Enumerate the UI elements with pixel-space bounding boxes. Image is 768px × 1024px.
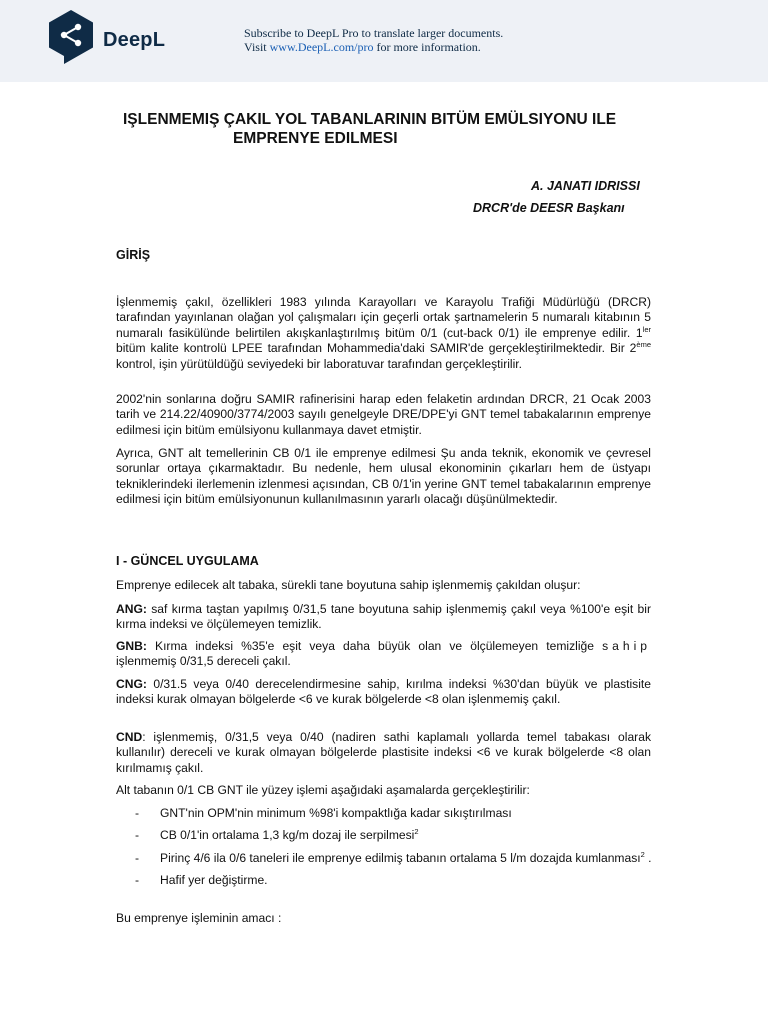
section-1-lead: Emprenye edilecek alt tabaka, sürekli tane boyutuna sahip işlenmemiş çakıldan oluşur: — [116, 578, 581, 592]
author-role: DRCR'de DEESR Başkanı — [473, 201, 625, 215]
steps-lead: Alt tabanın 0/1 CB GNT ile yüzey işlemi aşağıdaki aşamalarda gerçekleştirilir: — [116, 783, 530, 797]
purpose-line: Bu emprenye işleminin amacı : — [116, 911, 282, 925]
deepl-brand-name: DeepL — [103, 28, 166, 51]
list-item: - GNT'nin OPM'nin minimum %98'i kompaktlığa kadar sıkıştırılması — [135, 806, 512, 820]
promo-text — [244, 26, 503, 54]
deepl-logo[interactable] — [47, 9, 165, 71]
promo-visit: Visit — [244, 40, 267, 54]
section-1-heading: I - GÜNCEL UYGULAMA — [116, 554, 259, 568]
intro-paragraph-2: 2002'nin sonlarına doğru SAMIR rafinerisini harap eden felaketin ardından DRCR, 21 Ocak 2003 tarih ve 214.22/40900/3774/2003 sayılı genelgeyle DRE/DPE'yi GNT temel tabakalarının emprenye edilmesi için bitüm emülsiyonu kullanmaya davet etmiştir. — [116, 392, 651, 437]
promo-line-1: Subscribe to DeepL Pro to translate larger documents. — [244, 26, 504, 40]
intro-paragraph-3: Ayrıca, GNT alt temellerinin CB 0/1 ile emprenye edilmesi Şu anda teknik, ekonomik ve çevresel sorunlar ortaya çıkarmaktadır. Bu nedenle, hem ulusal ekonominin çıkarları hem de üstyapı tekniklerindeki ilerlemenin izlenmesi açısından, CB 0/1'in yerine GNT temel tabakalarının emprenye edilmesi için bitüm emülsiyonunun kullanılmasının yararlı olacağı düşünülmektedir. — [116, 446, 651, 507]
promo-tail: for more information. — [376, 40, 481, 54]
title-line-1: IŞLENMEMIŞ ÇAKIL YOL TABANLARININ BITÜM EMÜLSIYONU ILE — [123, 111, 617, 128]
list-item: - Hafif yer değiştirme. — [135, 873, 268, 888]
deepl-banner — [0, 0, 768, 82]
title-line-2: EMPRENYE EDILMESI — [233, 130, 398, 147]
cnd-definition: CND: işlenmemiş, 0/31,5 veya 0/40 (nadiren sathi kaplamalı yollarda temel tabakası olarak kullanılır) dereceli ve kurak olmayan bölgelerde plastisite indeksi <6 ve kurak bölgelerde <8 olan kırılmamış çakıl. — [116, 730, 651, 775]
document-title — [123, 110, 683, 148]
intro-heading: GİRİŞ — [116, 248, 151, 262]
deepl-share-logo-icon — [47, 9, 95, 71]
author-name: A. JANATI IDRISSI — [531, 179, 640, 193]
list-item: - CB 0/1'in ortalama 1,3 kg/m dozaj ile serpilmesi$^2$ — [135, 827, 419, 843]
steps-list — [135, 806, 655, 889]
intro-paragraph-1: İşlenmemiş çakıl, özellikleri 1983 yılında Karayolları ve Karayolu Trafiği Müdürlüğü (DRCR) tarafından yayınlanan olağan yol çalışmaları için geçerli ortak şartnamelerin 5 numaralı kitabının 5 numaralı fasikülünde belirtilen akışkanlaştırılmış bitüm 0/1 (cut-back 0/1) ile emprenye edilir. $1^{ler}$ bitüm kalite kontrolü LPEE tarafından Mohammedia'daki SAMIR'de gerçekleştirilmektedir. Bir 2ème kontrol, işin yürütüldüğü seviyedeki bir laboratuvar tarafından gerçekleştirilir. — [116, 295, 651, 371]
ang-definition: ANG: saf kırma taştan yapılmış 0/31,5 tane boyutuna sahip işlenmemiş çakıl veya %100'e eşit bir kırma indeksi ve ölçülemeyen temizlik. — [116, 602, 651, 632]
cng-definition: CNG: 0/31.5 veya 0/40 derecelendirmesine sahip, kırılma indeksi %30'dan büyük ve plastisite indeksi kurak olmayan bölgelerde <6 ve kurak bölgelerde <8 olan işlenmemiş çakıl. — [116, 677, 651, 707]
list-item: - Pirinç 4/6 ila 0/6 taneleri ile emprenye edilmiş tabanın ortalama 5 l/m dozajda kumlanması$^2$ . — [135, 849, 652, 865]
deepl-pro-link[interactable]: www.DeepL.com/pro — [269, 40, 374, 54]
promo-line-2 — [244, 40, 503, 54]
gnb-definition: GNB: Kırma indeksi %35'e eşit veya daha büyük olan ve ölçülemeyen temizliğe sahip işlenmemiş 0/31,5 dereceli çakıl. — [116, 639, 651, 669]
